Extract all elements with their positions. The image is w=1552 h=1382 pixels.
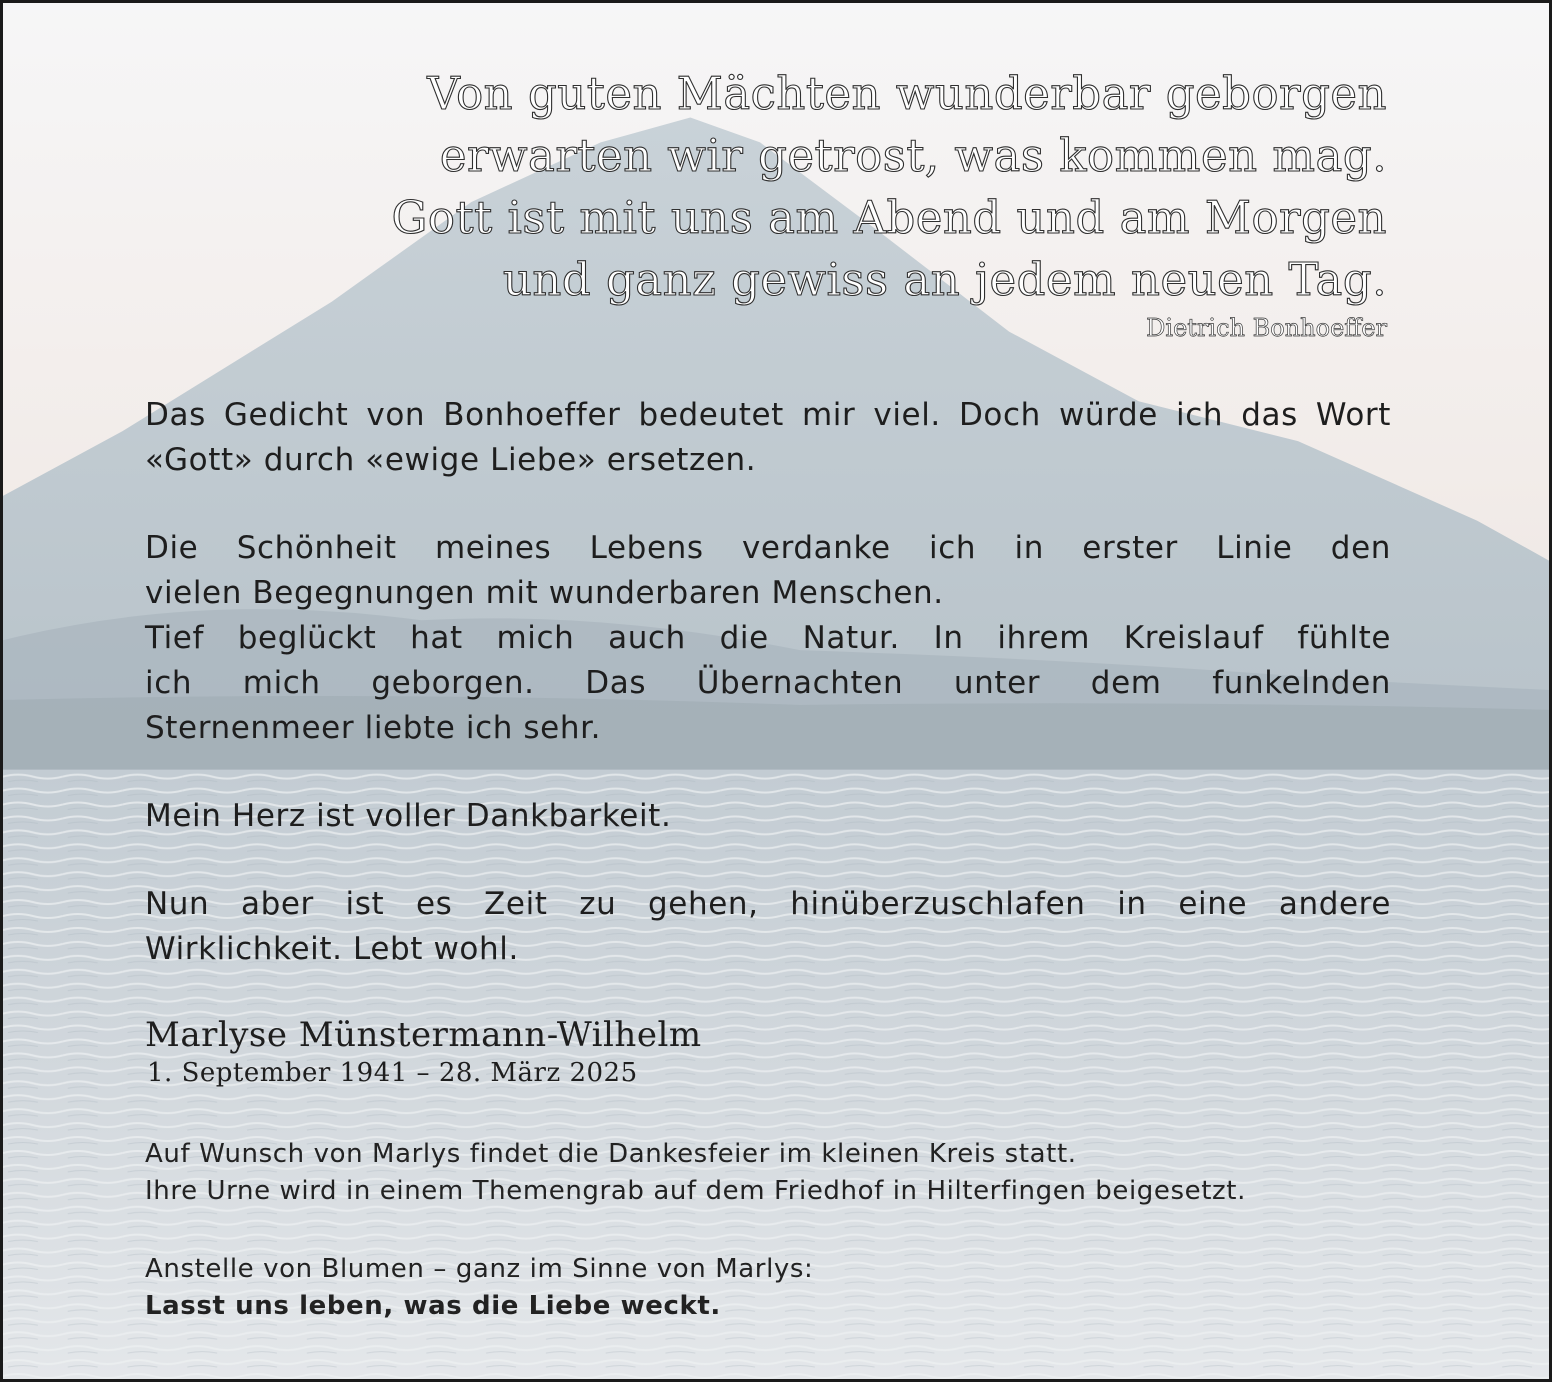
paragraph-line: Tief beglückt hat mich auch die Natur. In ihrem Kreislauf fühlte [145,620,1391,656]
flowers-request [145,1251,813,1325]
note-line: Auf Wunsch von Marlys findet die Dankesfeier im kleinen Kreis statt. [145,1139,1077,1169]
paragraph-line: Nun aber ist es Zeit zu gehen, hinüberzuschlafen in eine andere [145,886,1391,922]
ceremony-notes [145,1136,1246,1210]
poem-author: Dietrich Bonhoeffer [1146,314,1387,342]
life-dates: 1. September 1941 – 28. März 2025 [147,1058,638,1088]
deceased-name: Marlyse Münstermann-Wilhelm [145,1015,702,1055]
paragraph-line: Die Schönheit meines Lebens verdanke ich in erster Linie den [145,530,1391,566]
paragraph-line: vielen Begegnungen mit wunderbaren Menschen. [145,575,944,611]
paragraph-line: ich mich geborgen. Das Übernachten unter dem funkelnden [145,665,1391,701]
poem-line: Gott ist mit uns am Abend und am Morgen [391,191,1387,244]
poem [391,63,1387,311]
paragraph-4: Mein Herz ist voller Dankbarkeit. [145,798,672,834]
poem-line: erwarten wir getrost, was kommen mag. [439,129,1387,182]
closing-motto: Lasst uns leben, was die Liebe weckt. [145,1291,721,1321]
poem-line: und ganz gewiss an jedem neuen Tag. [502,253,1387,306]
flowers-line: Anstelle von Blumen – ganz im Sinne von Marlys: [145,1254,814,1284]
paragraph-5 [145,882,1391,972]
paragraph-line: Sternenmeer liebte ich sehr. [145,710,602,746]
note-line: Ihre Urne wird in einem Themengrab auf dem Friedhof in Hilterfingen beigesetzt. [145,1176,1246,1206]
paragraph-line: Wirklichkeit. Lebt wohl. [145,931,519,967]
paragraph-1: Das Gedicht von Bonhoeffer bedeutet mir viel. Doch würde ich das Wort «Gott» durch «ewige Liebe» ersetzen. [145,397,1391,478]
paragraph-2 [145,526,1391,751]
poem-line: Von guten Mächten wunderbar geborgen [427,67,1387,120]
